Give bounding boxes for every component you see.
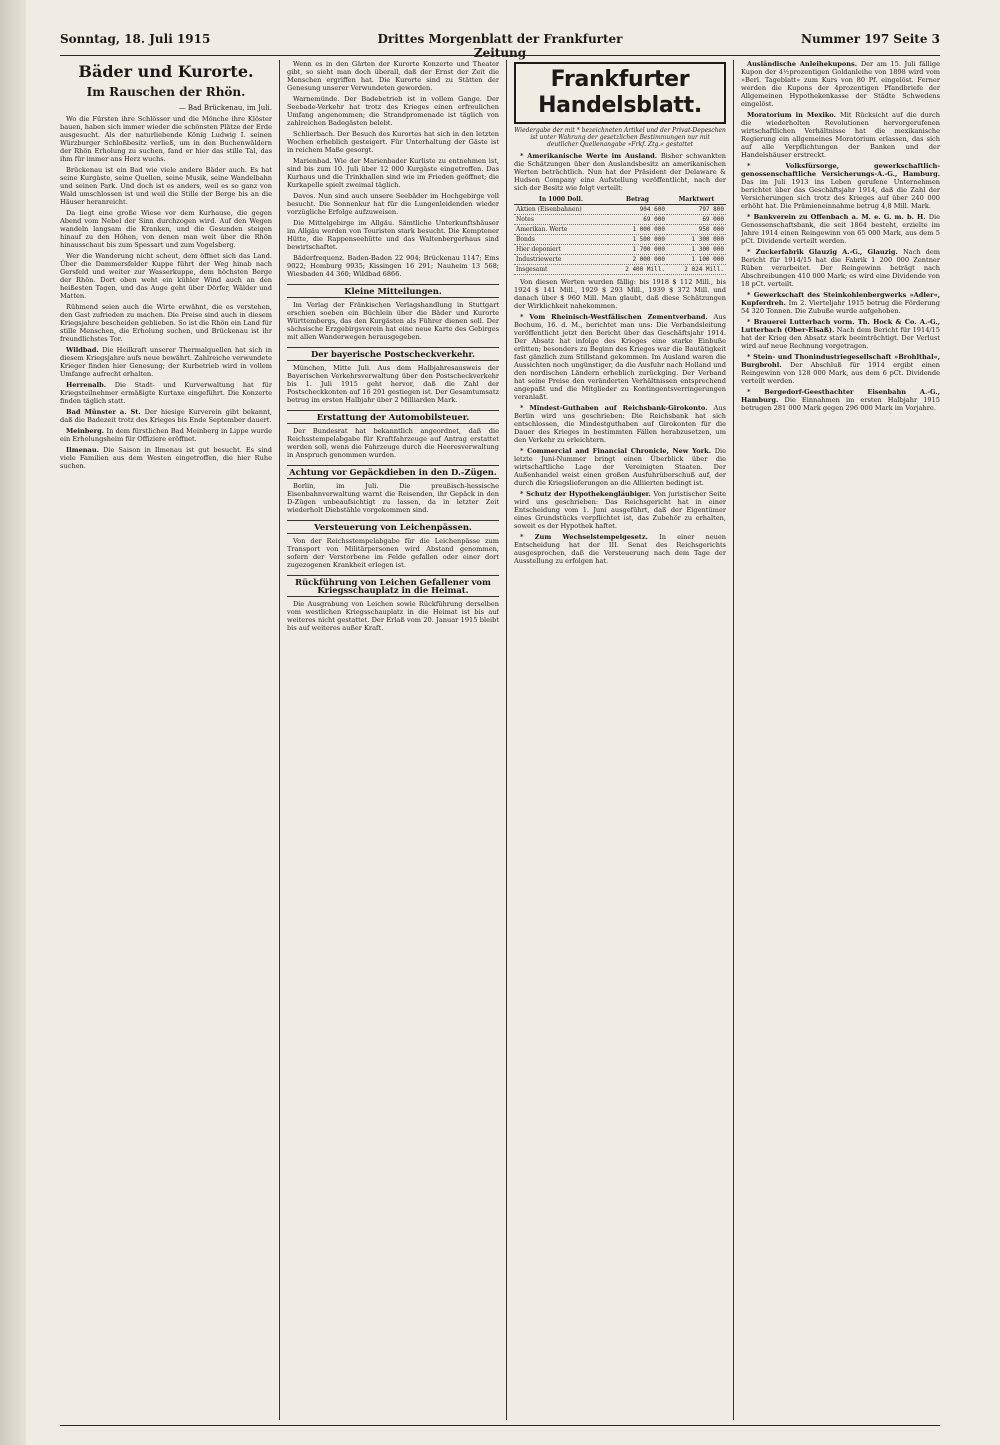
table-cell: 1 300 000 xyxy=(667,245,726,255)
table-cell: 69 000 xyxy=(608,215,667,225)
masthead-edition: Drittes Morgenblatt der Frankfurter Zeitung xyxy=(377,32,623,60)
company-report xyxy=(741,111,940,159)
table-cell: Industriewerte xyxy=(514,255,608,265)
table-row xyxy=(514,245,726,255)
table-cell: Aktien (Eisenbahnen) xyxy=(514,205,608,215)
table-cell: 69 000 xyxy=(667,215,726,225)
item-text: Der hiesige Kurverein gibt bekannt, daß die Badezeit trotz des Krieges bis Ende September dauert. xyxy=(60,408,272,424)
table-cell: 2 024 Mill. xyxy=(667,265,726,275)
item-heading: * Mindest-Guthaben auf Reichsbank-Girokonto. xyxy=(520,404,714,412)
box-title-automobilsteuer: Erstattung der Automobilsteuer. xyxy=(287,410,499,424)
table-header-cell: In 1000 Doll. xyxy=(514,195,608,205)
item-heading: * Amerikanische Werte im Ausland. xyxy=(520,152,661,160)
commerce-item xyxy=(514,490,726,530)
item-text: Die letzte Juni-Nummer bringt einen Überblick über die wirtschaftliche Lage der Vereinigten Staaten. Der Außenhandel weist einen großen Ausfuhrüberschuß auf, der durch die Kriegslieferungen an die Alliierten bedingt ist. xyxy=(514,447,726,487)
item-heading: * Bergedorf-Geesthachter Eisenbahn A.-G., Hamburg. xyxy=(741,388,940,404)
item-text: In einer neuen Entscheidung hat der III. Senat des Reichsgerichts ausgesprochen, daß die Versteuerung nach dem Tage der Ausstellung zu erfolgen hat. xyxy=(514,533,726,565)
table-cell: 950 000 xyxy=(667,225,726,235)
item-text: In dem fürstlichen Bad Meinberg in Lippe wurde ein Erholungsheim für Offiziere eröffnet. xyxy=(60,427,272,443)
table-header-row xyxy=(514,195,726,205)
table-cell: 2 000 000 xyxy=(608,255,667,265)
item-text: Mit Rücksicht auf die durch die wiederholten Revolutionen hervorgerufenen wirtschaftlichen Verhältnisse hat die mexikanische Regierung ein allgemeines Moratorium erlassen, das sich auf alle Verpflichtungen der Banken und der Handelshäuser erstreckt. xyxy=(741,111,940,159)
box-title-leichenpaesse: Versteuerung von Leichenpässen. xyxy=(287,520,499,534)
handelsblatt-copyright-note: Wiedergabe der mit * bezeichneten Artikel und der Privat-Depeschen ist unter Wahrung der gesetzlichen Bestimmungen nur mit deutlicher Quellenangabe »Frkf. Ztg.« gestattet xyxy=(514,127,726,148)
company-report xyxy=(741,162,940,210)
commerce-item xyxy=(514,152,726,192)
box-text-rueckfuehrung: Die Ausgrabung von Leichen sowie Rückführung derselben vom westlichen Kriegsschauplatz in die Heimat ist bis auf weiteres nicht gestattet. Der Erlaß vom 20. Januar 1915 bleibt bis auf weiteres außer Kraft. xyxy=(287,600,499,632)
article-paragraph: Da liegt eine große Wiese vor dem Kurhause, die gegen Abend vom Nebel der Sinn durchzogen wird. Auf den Wegen wandeln langsam die Kranken, und die Gesunden steigen hinauf zu den Höhen, von denen man weit über die Rhön hinausschaut bis zum Spessart und zum Vogelsberg. xyxy=(60,209,272,249)
section-title: Bäder und Kurorte. xyxy=(78,62,254,81)
box-text-gepaeckdiebe: Berlin, im Juli. Die preußisch-hessische Eisenbahnverwaltung warnt die Reisenden, ihr Gepäck in den D-Zügen unbeaufsichtigt zu lassen, da in letzter Zeit wiederholt Diebstähle vorgekommen sind. xyxy=(287,482,499,514)
item-heading: Moratorium in Mexiko. xyxy=(747,111,840,119)
item-heading: Ausländische Anleihekupons. xyxy=(747,60,861,68)
article-paragraph: Rühmend seien auch die Wirte erwähnt, die es verstehen, den Gast zufrieden zu machen. Die Preise sind auch in diesem Kriegsjahre bescheiden geblieben. So ist die Rhön ein Land für stille Menschen, die Erholung suchen, und Brückenau ist ihr freundlichstes Tor. xyxy=(60,303,272,343)
column-mitteilungen xyxy=(287,60,499,1420)
company-report xyxy=(741,318,940,350)
table-cell: Insgesamt xyxy=(514,265,608,275)
item-text: Der am 15. Juli fällige Kupon der 4½prozentigen Goldanleihe von 1898 wird vom »Berl. Tageblatt« zum Kurs von 80 Pf. eingelöst. Ferner werden die Kupons der 4prozentigen Pfandbriefe der Allgemeinen Hypothekenkasse der Städte Schwedens eingelöst. xyxy=(741,60,940,108)
resort-note xyxy=(60,346,272,378)
article-body xyxy=(60,115,272,343)
company-reports xyxy=(741,60,940,412)
item-heading: Wildbad. xyxy=(66,346,103,354)
commerce-item xyxy=(514,447,726,487)
masthead-page-number: Nummer 197 Seite 3 xyxy=(800,32,940,46)
resort-notes xyxy=(60,346,272,470)
item-heading: Ilmenau. xyxy=(66,446,104,454)
item-text: Das im Juli 1913 ins Leben gerufene Unternehmen berichtet über das Geschäftsjahr 1914, daß die Zahl der Versicherungen sich trotz des Krieges auf über 240 000 erhöht hat. Die Prämieneinnahme betrug 4,8 Mill. Mark. xyxy=(741,178,940,210)
item-heading: * Bankverein zu Offenbach a. M. e. G. m. b. H. xyxy=(747,213,929,221)
item-heading: * Stein- und Thonindustriegesellschaft »Brohlthal«, Burgbrohl. xyxy=(741,353,940,369)
box-text-postscheck: München, Mitte Juli. Aus dem Halbjahresausweis der Bayerischen Verkehrsverwaltung über den Postscheckverkehr bis 1. Juli 1915 geht hervor, daß die Zahl der Postscheckkonten auf 16 291 gestiegen ist. Der Gesamtumsatz betrug im ersten Halbjahr über 2 Milliarden Mark. xyxy=(287,364,499,404)
table-cell: 1 100 000 xyxy=(667,255,726,265)
company-report xyxy=(741,353,940,385)
table-cell: 1 300 000 xyxy=(667,235,726,245)
box-title-postscheck: Der bayerische Postscheckverkehr. xyxy=(287,347,499,361)
commerce-items xyxy=(514,152,726,192)
masthead xyxy=(60,32,940,60)
bottom-rule xyxy=(60,1425,940,1426)
item-text: Im 2. Vierteljahr 1915 betrug die Förderung 54 320 Tonnen. Die Zubuße wurde aufgehoben. xyxy=(741,299,940,315)
masthead-date: Sonntag, 18. Juli 1915 xyxy=(60,32,211,46)
resort-note xyxy=(60,446,272,470)
item-heading: Bad Münster a. St. xyxy=(66,408,145,416)
item-text: Der Abschluß für 1914 ergibt einen Reingewinn von 128 000 Mark, aus dem 6 pCt. Dividende verteilt werden. xyxy=(741,361,940,385)
commerce-items-continued xyxy=(514,313,726,565)
resort-report: Davos. Nun sind auch unsere Seebäder im Hochgebirge voll besucht. Die Sonnenkur hat für die Lungenleidenden wieder vorzügliche Erfolge aufzuweisen. xyxy=(287,192,499,216)
item-text: Die Einnahmen im ersten Halbjahr 1915 betrugen 281 000 Mark gegen 296 000 Mark im Vorjahre. xyxy=(741,396,940,412)
item-text: Nach dem Bericht für 1914/15 hat die Fabrik 1 200 000 Zentner Rüben verarbeitet. Der Reingewinn beträgt nach Abschreibungen 410 000 Mark; es wird eine Dividende von 18 pCt. verteilt. xyxy=(741,248,940,288)
item-heading: Herrenalb. xyxy=(66,381,115,389)
column-divider xyxy=(506,60,507,1420)
item-heading: * Zum Wechselstempelgesetz. xyxy=(520,533,660,541)
item-heading: * Gewerkschaft des Steinkohlenbergwerks »Adler«, Kupferdreh. xyxy=(741,291,940,307)
resort-report: Warnemünde. Der Badebetrieb ist in vollem Gange. Der Seebade-Verkehr hat trotz des Krieges einen erfreulichen Umfang angenommen; die Strandpromenade ist täglich von zahlreichen Badegästen belebt. xyxy=(287,95,499,127)
column-divider xyxy=(733,60,734,1420)
table-row xyxy=(514,225,726,235)
american-securities-table xyxy=(514,195,726,275)
page-binding-shadow xyxy=(0,0,26,1445)
resort-report: Wenn es in den Gärten der Kurorte Konzerte und Theater gibt, so sieht man doch überall, daß der Ernst der Zeit die Menschen ergriffen hat. Die Kurorte sind zu Stätten der Genesung unserer Verwundeten geworden. xyxy=(287,60,499,92)
table-row xyxy=(514,265,726,275)
article-paragraph: Wer die Wanderung nicht scheut, dem öffnet sich das Land. Über die Dammersfelder Kuppe führt der Weg hinab nach Gersfeld und weiter zur Wasserkuppe, dem höchsten Berge der Rhön. Dort oben weht ein kühler Wind auch an den heißesten Tagen, und das Auge geht über Dörfer, Wälder und Matten. xyxy=(60,252,272,300)
box-title-kleine-mitteilungen: Kleine Mitteilungen. xyxy=(287,284,499,298)
item-text: Bisher schwankten die Schätzungen über den Auslandsbesitz an amerikanischen Werten beträchtlich. Nun hat der Präsident der Delaware & Hudson Company eine Aufstellung veröffentlicht, nach der sich der Besitz wie folgt verteilt: xyxy=(514,152,726,192)
article-paragraph: Wo die Fürsten ihre Schlösser und die Mönche ihre Klöster bauen, haben sich immer wieder die schönsten Plätze der Erde ausgesucht. Als der naturliebende König Ludwig I. seinen Würzburger Schloßbesitz verließ, um in den Buchenwäldern der Rhön Erholung zu suchen, fand er hier das stille Tal, das ihm für immer ans Herz wuchs. xyxy=(60,115,272,163)
table-cell: 1 500 000 xyxy=(608,235,667,245)
company-report xyxy=(741,213,940,245)
company-report xyxy=(741,60,940,108)
table-row xyxy=(514,215,726,225)
box-text-leichenpaesse: Von der Reichsstempelabgabe für die Leichenpässe zum Transport von Militärpersonen wird Abstand genommen, sofern der Verstorbene im Felde gefallen oder einer dort zugezogenen Krankheit erlegen ist. xyxy=(287,537,499,569)
column-divider xyxy=(279,60,280,1420)
table-cell: Hier deponiert xyxy=(514,245,608,255)
item-heading: * Vom Rheinisch-Westfälischen Zementverband. xyxy=(520,313,714,321)
table-row xyxy=(514,205,726,215)
handelsblatt-header: Frankfurter Handelsblatt. xyxy=(514,62,726,124)
company-report xyxy=(741,248,940,288)
resort-reports xyxy=(287,60,499,251)
table-header-cell: Marktwert xyxy=(667,195,726,205)
box-text-kleine-mitteilungen: Im Verlag der Fränkischen Verlagshandlung in Stuttgart erschien soeben ein Büchlein über die Bäder und Kurorte Württembergs, das den Kurgästen als Führer dienen soll. Der sächsische Erzgebirgsverein hat eine neue Karte des Gebirges mit allen Wanderwegen herausgegeben. xyxy=(287,301,499,341)
table-followup-text: Von diesen Werten wurden fällig: bis 1918 $ 112 Mill., bis 1924 $ 141 Mill., 1929 $ 293 Mill., 1939 $ 372 Mill. und danach über $ 960 Mill. Man glaubt, daß diese Schätzungen der Wirklichkeit nahekommen. xyxy=(514,278,726,310)
table-cell: 797 800 xyxy=(667,205,726,215)
resort-report: Marienbad. Wie der Marienbader Kurliste zu entnehmen ist, sind bis zum 10. Juli über 12 000 Kurgäste eingetroffen. Das Kurhaus und die Trinkhallen sind wie im Frieden geöffnet; die Kurkapelle spielt zweimal täglich. xyxy=(287,157,499,189)
item-text: Aus Berlin wird uns geschrieben: Die Reichsbank hat sich entschlossen, die Mindestguthaben auf Girokonten für die Dauer des Krieges in bestimmten Fällen herabzusetzen, um den Verkehr zu erleichtern. xyxy=(514,404,726,444)
resort-note xyxy=(60,381,272,405)
resort-note xyxy=(60,408,272,424)
table-cell: 1 000 000 xyxy=(608,225,667,235)
table-cell: Amerikan. Werte xyxy=(514,225,608,235)
commerce-item xyxy=(514,313,726,401)
item-text: Die Heilkraft unserer Thermalquellen hat sich in diesem Kriegsjahre aufs neue bewährt. Zahlreiche verwundete Krieger finden hier Genesung; der Kurbetrieb wird in vollem Umfange aufrecht erhalten. xyxy=(60,346,272,378)
item-heading: * Zuckerfabrik Glauzig A.-G., Glauzig. xyxy=(747,248,903,256)
table-row xyxy=(514,235,726,245)
column-handelsblatt xyxy=(514,60,726,1420)
resort-note xyxy=(60,427,272,443)
column-baeder xyxy=(60,60,272,1420)
item-text: Die Saison in Ilmenau ist gut besucht. Es sind viele Familien aus dem Westen eingetroffen, die hier Ruhe suchen. xyxy=(60,446,272,470)
table-cell: 904 600 xyxy=(608,205,667,215)
article-title: Im Rauschen der Rhön. xyxy=(86,85,246,99)
company-report xyxy=(741,291,940,315)
column-company-reports xyxy=(741,60,940,1420)
item-heading: * Brauerei Lutterbach vorm. Th. Hock & Co. A.-G., Lutterbach (Ober-Elsaß). xyxy=(741,318,940,334)
table-cell: Bonds xyxy=(514,235,608,245)
table-header-cell: Betrag xyxy=(608,195,667,205)
article-byline: — Bad Brückenau, im Juli. xyxy=(178,104,272,112)
box-text-automobilsteuer: Der Bundesrat hat bekanntlich angeordnet, daß die Reichsstempelabgabe für Kraftfahrzeuge auf Antrag erstattet werden soll, wenn die Fahrzeuge durch die Heeresverwaltung in Anspruch genommen wurden. xyxy=(287,427,499,459)
masthead-rule xyxy=(60,55,940,56)
company-report xyxy=(741,388,940,412)
commerce-item xyxy=(514,533,726,565)
item-text: Aus Bochum, 16. d. M., berichtet man uns: Die Verbandsleitung veröffentlicht jetzt den Bericht über das Geschäftsjahr 1914. Der Absatz hat infolge des Krieges eine starke Einbuße erlitten; besonders zu Beginn des Krieges war die Bautätigkeit fast gänzlich zum Stillstand gekommen. Im Ausland waren die Aussichten noch ungünstiger, da die Ausfuhr nach Holland und den nordischen Ländern erheblich zurückging. Der Verband hat seine Preise den veränderten Verhältnissen entsprechend angepaßt und die Mitglieder zu Kontingentsverringerungen veranlaßt. xyxy=(514,313,726,401)
item-heading: * Volksfürsorge, gewerkschaftlich-genossenschaftliche Versicherungs-A.-G., Hamburg. xyxy=(741,162,940,178)
table-cell: 2 400 Mill. xyxy=(608,265,667,275)
resort-report: Die Mittelgebirge im Allgäu. Sämtliche Unterkunftshäuser im Allgäu werden von Touristen stark besucht. Die Kemptener Hütte, die Rappenseehütte und das Waltenbergerhaus sind bewirtschaftet. xyxy=(287,219,499,251)
commerce-item xyxy=(514,404,726,444)
item-text: Die Genossenschaftsbank, die seit 1864 besteht, erzielte im Jahre 1914 einen Reingewinn von 65 000 Mark, aus dem 5 pCt. Dividende verteilt werden. xyxy=(741,213,940,245)
table-row xyxy=(514,255,726,265)
article-paragraph: Brückenau ist ein Bad wie viele andere Bäder auch. Es hat seine Kurgäste, seine Quellen, seine Musik, seine Wandelbahn und seinen Park. Und doch ist es anders, weil es so ganz von Wald umschlossen ist und weil die Stille der Berge bis an die Häuser heranreicht. xyxy=(60,166,272,206)
box-title-gepaeckdiebe: Achtung vor Gepäckdieben in den D.-Zügen. xyxy=(287,465,499,479)
item-heading: Meinberg. xyxy=(66,427,107,435)
item-heading: * Schutz der Hypothekengläubiger. xyxy=(520,490,654,498)
item-text: Nach dem Bericht für 1914/15 hat der Krieg den Absatz stark beeinträchtigt. Der Verlust wird auf neue Rechnung vorgetragen. xyxy=(741,326,940,350)
item-text: Die Stadt- und Kurverwaltung hat für Kriegsteilnehmer ermäßigte Kurtaxe eingeführt. Die Konzerte finden täglich statt. xyxy=(60,381,272,405)
table-cell: Notes xyxy=(514,215,608,225)
item-heading: * Commercial and Financial Chronicle, New York. xyxy=(520,447,715,455)
box-title-rueckfuehrung: Rückführung von Leichen Gefallener vom Kriegsschauplatz in die Heimat. xyxy=(287,575,499,597)
item-text: Von juristischer Seite wird uns geschrieben: Das Reichsgericht hat in einer Entscheidung vom 1. Juni ausgeführt, daß der Eigentümer eines Grundstücks verpflichtet ist, das Zubehör zu erhalten, soweit es der Hypothek haftet. xyxy=(514,490,726,530)
baederfrequenz: Bäderfrequenz. Baden-Baden 22 904; Brückenau 1147; Ems 9022; Homburg 9935; Kissingen 16 291; Nauheim 13 568; Wiesbaden 44 360; Wildbad 6866. xyxy=(287,254,499,278)
resort-report: Schlierbach. Der Besuch des Kurortes hat sich in den letzten Wochen erheblich gesteigert. Für Unterhaltung der Gäste ist in reichem Maße gesorgt. xyxy=(287,130,499,154)
table-cell: 1 700 000 xyxy=(608,245,667,255)
